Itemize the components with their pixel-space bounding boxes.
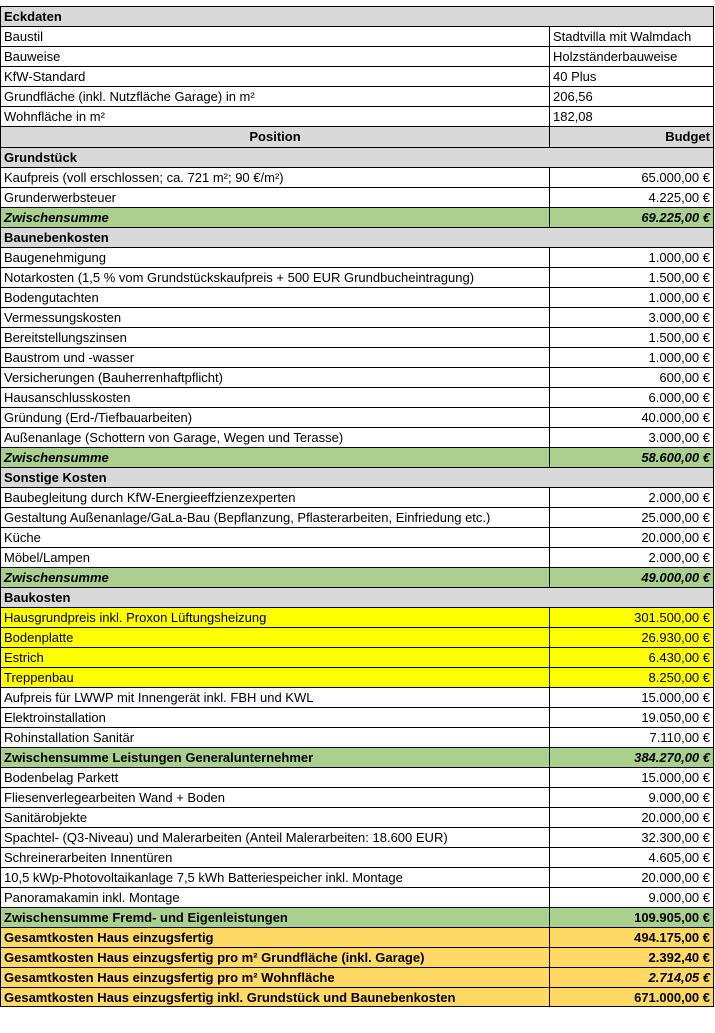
position-cell[interactable]: Gestaltung Außenanlage/GaLa-Bau (Bepflanzung, Pflasterarbeiten, Einfriedung etc.) xyxy=(0,508,550,527)
eckdaten-row xyxy=(0,66,714,86)
position-cell[interactable]: Zwischensumme Fremd- und Eigenleistungen xyxy=(0,908,550,927)
position-cell[interactable]: Baubegleitung durch KfW-Energieeffzienzexperten xyxy=(0,488,550,507)
table-row xyxy=(0,287,714,307)
budget-table xyxy=(0,6,714,1007)
budget-cell[interactable]: 2.000,00 € xyxy=(550,488,714,507)
budget-cell[interactable]: 7.110,00 € xyxy=(550,728,714,747)
table-row xyxy=(0,527,714,547)
position-cell[interactable]: Baugenehmigung xyxy=(0,248,550,267)
position-cell[interactable]: Gesamtkosten Haus einzugsfertig xyxy=(0,928,550,947)
budget-cell[interactable]: 494.175,00 € xyxy=(550,928,714,947)
position-cell[interactable]: Zwischensumme xyxy=(0,208,550,227)
position-cell[interactable]: Zwischensumme xyxy=(0,448,550,467)
position-cell[interactable]: Treppenbau xyxy=(0,668,550,687)
section-title-row xyxy=(0,227,714,247)
position-header[interactable]: Position xyxy=(0,127,550,147)
table-row xyxy=(0,707,714,727)
budget-cell[interactable]: 2.714,05 € xyxy=(550,968,714,987)
position-cell[interactable]: Küche xyxy=(0,528,550,547)
budget-cell[interactable]: 109.905,00 € xyxy=(550,908,714,927)
subtotal-row xyxy=(0,907,714,927)
budget-cell[interactable]: 32.300,00 € xyxy=(550,828,714,847)
table-row xyxy=(0,627,714,647)
budget-cell[interactable]: 40.000,00 € xyxy=(550,408,714,427)
table-row xyxy=(0,307,714,327)
position-cell[interactable]: Hausanschlusskosten xyxy=(0,388,550,407)
position-cell[interactable]: Rohinstallation Sanitär xyxy=(0,728,550,747)
table-row xyxy=(0,267,714,287)
total-row xyxy=(0,927,714,947)
budget-cell[interactable]: 6.000,00 € xyxy=(550,388,714,407)
table-row xyxy=(0,767,714,787)
total-row xyxy=(0,967,714,987)
table-row xyxy=(0,507,714,527)
position-cell[interactable]: Aufpreis für LWWP mit Innengerät inkl. FBH und KWL xyxy=(0,688,550,707)
position-cell[interactable]: Gesamtkosten Haus einzugsfertig pro m² Wohnfläche xyxy=(0,968,550,987)
total-row xyxy=(0,947,714,967)
position-cell[interactable]: Spachtel- (Q3-Niveau) und Malerarbeiten (Anteil Malerarbeiten: 18.600 EUR) xyxy=(0,828,550,847)
budget-cell[interactable]: 65.000,00 € xyxy=(550,168,714,187)
position-cell[interactable]: Baustil xyxy=(0,27,550,46)
table-row xyxy=(0,247,714,267)
table-row xyxy=(0,727,714,747)
table-row xyxy=(0,367,714,387)
position-cell[interactable]: Außenanlage (Schottern von Garage, Wegen und Terasse) xyxy=(0,428,550,447)
budget-cell[interactable]: Holzständerbauweise xyxy=(550,47,714,66)
position-cell[interactable]: Grundfläche (inkl. Nutzfläche Garage) in m² xyxy=(0,87,550,106)
table-row xyxy=(0,407,714,427)
budget-cell[interactable]: 9.000,00 € xyxy=(550,788,714,807)
budget-cell[interactable]: 2.392,40 € xyxy=(550,948,714,967)
eckdaten-row xyxy=(0,26,714,46)
position-cell[interactable]: Hausgrundpreis inkl. Proxon Lüftungsheizung xyxy=(0,608,550,627)
budget-cell[interactable]: 8.250,00 € xyxy=(550,668,714,687)
table-row xyxy=(0,427,714,447)
budget-cell[interactable]: 49.000,00 € xyxy=(550,568,714,587)
budget-cell[interactable]: 20.000,00 € xyxy=(550,868,714,887)
position-cell[interactable]: Bauweise xyxy=(0,47,550,66)
eckdaten-title-row xyxy=(0,6,714,26)
section-title[interactable]: Grundstück xyxy=(0,148,714,167)
budget-cell[interactable]: 15.000,00 € xyxy=(550,768,714,787)
table-row xyxy=(0,647,714,667)
position-cell[interactable]: Vermessungskosten xyxy=(0,308,550,327)
position-cell[interactable]: Zwischensumme Leistungen Generalunternehmer xyxy=(0,748,550,767)
position-cell[interactable]: 10,5 kWp-Photovoltaikanlage 7,5 kWh Batteriespeicher inkl. Montage xyxy=(0,868,550,887)
section-title-row xyxy=(0,467,714,487)
budget-cell[interactable]: 1.000,00 € xyxy=(550,248,714,267)
subtotal-row xyxy=(0,207,714,227)
section-title[interactable]: Baukosten xyxy=(0,588,714,607)
table-row xyxy=(0,867,714,887)
budget-cell[interactable]: 25.000,00 € xyxy=(550,508,714,527)
position-cell[interactable]: Sanitärobjekte xyxy=(0,808,550,827)
position-cell[interactable]: Kaufpreis (voll erschlossen; ca. 721 m²; 90 €/m²) xyxy=(0,168,550,187)
table-row xyxy=(0,607,714,627)
position-cell[interactable]: Bodenplatte xyxy=(0,628,550,647)
budget-cell[interactable]: 301.500,00 € xyxy=(550,608,714,627)
budget-cell[interactable]: 3.000,00 € xyxy=(550,308,714,327)
eckdaten-row xyxy=(0,86,714,106)
section-title-row xyxy=(0,147,714,167)
position-cell[interactable]: Gesamtkosten Haus einzugsfertig inkl. Grundstück und Baunebenkosten xyxy=(0,988,550,1006)
budget-cell[interactable]: 19.050,00 € xyxy=(550,708,714,727)
table-row xyxy=(0,807,714,827)
position-cell[interactable]: KfW-Standard xyxy=(0,67,550,86)
budget-cell[interactable]: 206,56 xyxy=(550,87,714,106)
budget-cell[interactable]: 20.000,00 € xyxy=(550,528,714,547)
position-cell[interactable]: Gründung (Erd-/Tiefbauarbeiten) xyxy=(0,408,550,427)
table-row xyxy=(0,167,714,187)
section-title-row xyxy=(0,587,714,607)
eckdaten-row xyxy=(0,46,714,66)
budget-cell[interactable]: 20.000,00 € xyxy=(550,808,714,827)
budget-cell[interactable]: 9.000,00 € xyxy=(550,888,714,907)
position-cell[interactable]: Bodenbelag Parkett xyxy=(0,768,550,787)
table-row xyxy=(0,547,714,567)
table-row xyxy=(0,847,714,867)
subtotal-row xyxy=(0,567,714,587)
table-row xyxy=(0,667,714,687)
table-row xyxy=(0,347,714,367)
position-cell[interactable]: Notarkosten (1,5 % vom Grundstückskaufpreis + 500 EUR Grundbucheintragung) xyxy=(0,268,550,287)
table-row xyxy=(0,187,714,207)
total-row xyxy=(0,987,714,1007)
position-cell[interactable]: Fliesenverlegearbeiten Wand + Boden xyxy=(0,788,550,807)
table-row xyxy=(0,827,714,847)
eckdaten-row xyxy=(0,106,714,126)
position-cell[interactable]: Baustrom und -wasser xyxy=(0,348,550,367)
budget-cell[interactable]: 58.600,00 € xyxy=(550,448,714,467)
subtotal-row xyxy=(0,747,714,767)
budget-cell[interactable]: 3.000,00 € xyxy=(550,428,714,447)
budget-cell[interactable]: 69.225,00 € xyxy=(550,208,714,227)
budget-cell[interactable]: 26.930,00 € xyxy=(550,628,714,647)
budget-cell[interactable]: 671.000,00 € xyxy=(550,988,714,1006)
position-cell[interactable]: Grunderwerbsteuer xyxy=(0,188,550,207)
table-row xyxy=(0,327,714,347)
position-cell[interactable]: Versicherungen (Bauherrenhaftpflicht) xyxy=(0,368,550,387)
position-cell[interactable]: Elektroinstallation xyxy=(0,708,550,727)
column-header-row xyxy=(0,126,714,147)
position-cell[interactable]: Bereitstellungszinsen xyxy=(0,328,550,347)
budget-cell[interactable]: 4.225,00 € xyxy=(550,188,714,207)
section-title[interactable]: Sonstige Kosten xyxy=(0,468,714,487)
section-title[interactable]: Baunebenkosten xyxy=(0,228,714,247)
budget-cell[interactable]: 6.430,00 € xyxy=(550,648,714,667)
position-cell[interactable]: Gesamtkosten Haus einzugsfertig pro m² Grundfläche (inkl. Garage) xyxy=(0,948,550,967)
position-cell[interactable]: Möbel/Lampen xyxy=(0,548,550,567)
budget-cell[interactable]: 2.000,00 € xyxy=(550,548,714,567)
table-row xyxy=(0,787,714,807)
budget-cell[interactable]: 1.500,00 € xyxy=(550,328,714,347)
table-row xyxy=(0,687,714,707)
budget-cell[interactable]: 15.000,00 € xyxy=(550,688,714,707)
budget-cell[interactable]: 600,00 € xyxy=(550,368,714,387)
subtotal-row xyxy=(0,447,714,467)
budget-cell[interactable]: 1.000,00 € xyxy=(550,348,714,367)
table-row xyxy=(0,387,714,407)
budget-cell[interactable]: 384.270,00 € xyxy=(550,748,714,767)
budget-cell[interactable]: 1.000,00 € xyxy=(550,288,714,307)
table-row xyxy=(0,887,714,907)
position-cell[interactable]: Estrich xyxy=(0,648,550,667)
budget-header[interactable]: Budget xyxy=(550,127,714,147)
section-title[interactable]: Eckdaten xyxy=(0,7,714,26)
position-cell[interactable]: Bodengutachten xyxy=(0,288,550,307)
table-row xyxy=(0,487,714,507)
budget-cell[interactable]: Stadtvilla mit Walmdach xyxy=(550,27,714,46)
budget-cell[interactable]: 40 Plus xyxy=(550,67,714,86)
position-cell[interactable]: Zwischensumme xyxy=(0,568,550,587)
budget-cell[interactable]: 182,08 xyxy=(550,107,714,126)
budget-cell[interactable]: 1.500,00 € xyxy=(550,268,714,287)
position-cell[interactable]: Wohnfläche in m² xyxy=(0,107,550,126)
position-cell[interactable]: Panoramakamin inkl. Montage xyxy=(0,888,550,907)
budget-cell[interactable]: 4.605,00 € xyxy=(550,848,714,867)
position-cell[interactable]: Schreinerarbeiten Innentüren xyxy=(0,848,550,867)
